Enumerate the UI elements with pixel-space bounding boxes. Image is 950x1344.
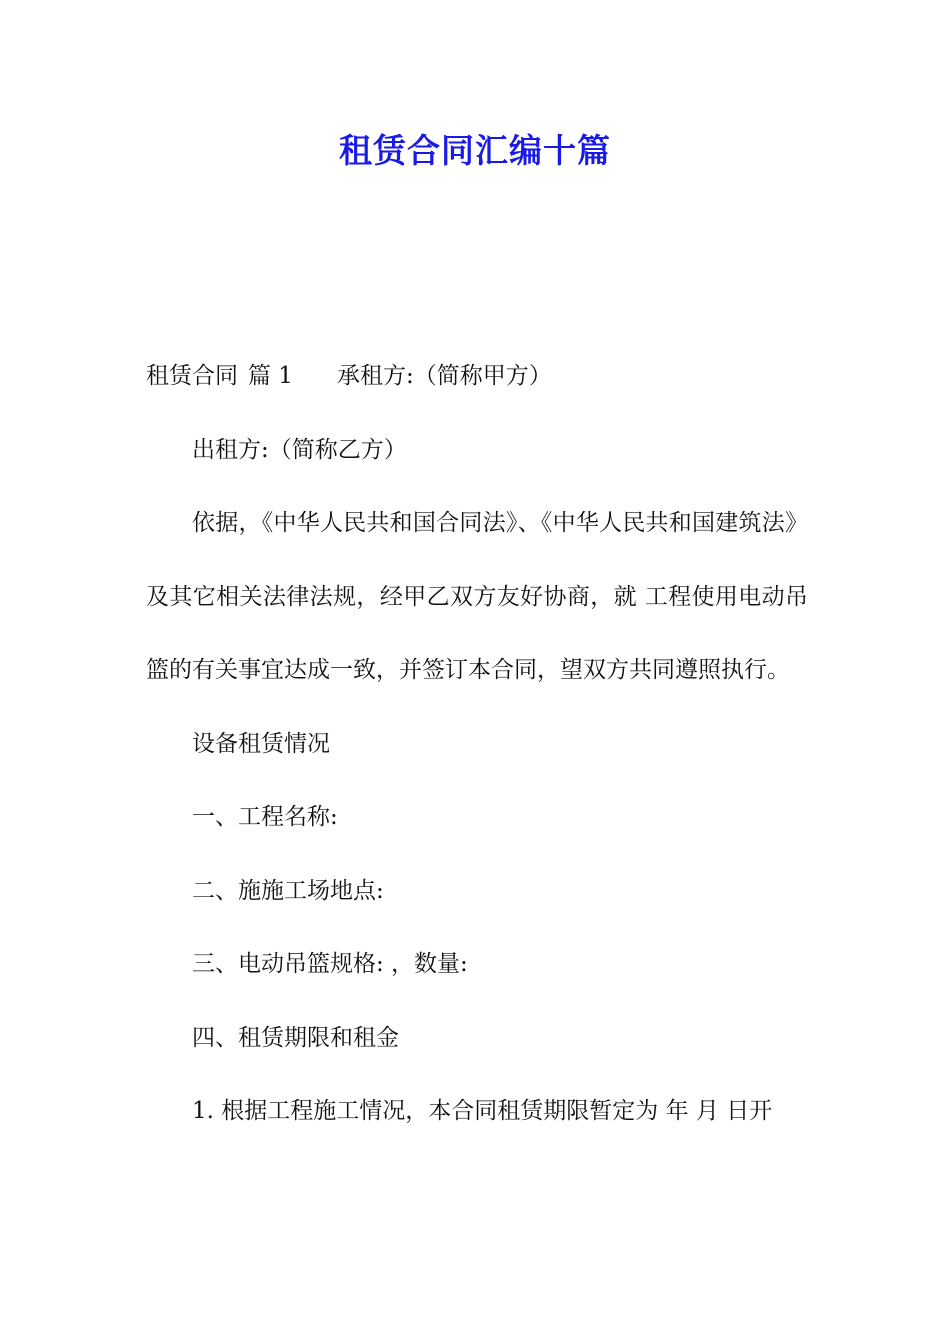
lessor-line: 出租方:（简称乙方）	[192, 436, 407, 463]
section-heading: 设备租赁情况	[192, 730, 330, 757]
item-lease-term: 四、租赁期限和租金	[192, 1024, 399, 1051]
heading-section: 篇 1	[248, 363, 293, 389]
item-spec-quantity: 三、电动吊篮规格: ，数量:	[192, 951, 468, 977]
document-title: 租赁合同汇编十篇	[339, 131, 611, 170]
item-site-location: 二、施施工场地点:	[192, 877, 384, 904]
lessee-line: 承租方:（简称甲方）	[336, 363, 552, 389]
intro-paragraph: 依据，《中华人民共和国合同法》、《中华人民共和国建筑法》及其它相关法律法规，经甲乙双方友好协商，就 工程使用电动吊篮的有关事宜达成一致，并签订本合同，望双方共同遵照执行。	[146, 510, 808, 683]
item-project-name: 一、工程名称:	[192, 804, 338, 830]
heading-prefix: 租赁合同	[146, 363, 238, 389]
heading-line	[146, 340, 808, 414]
document-body	[146, 340, 808, 1149]
item-lease-term-detail: 1. 根据工程施工情况，本合同租赁期限暂定为 年 月 日开	[192, 1098, 773, 1124]
